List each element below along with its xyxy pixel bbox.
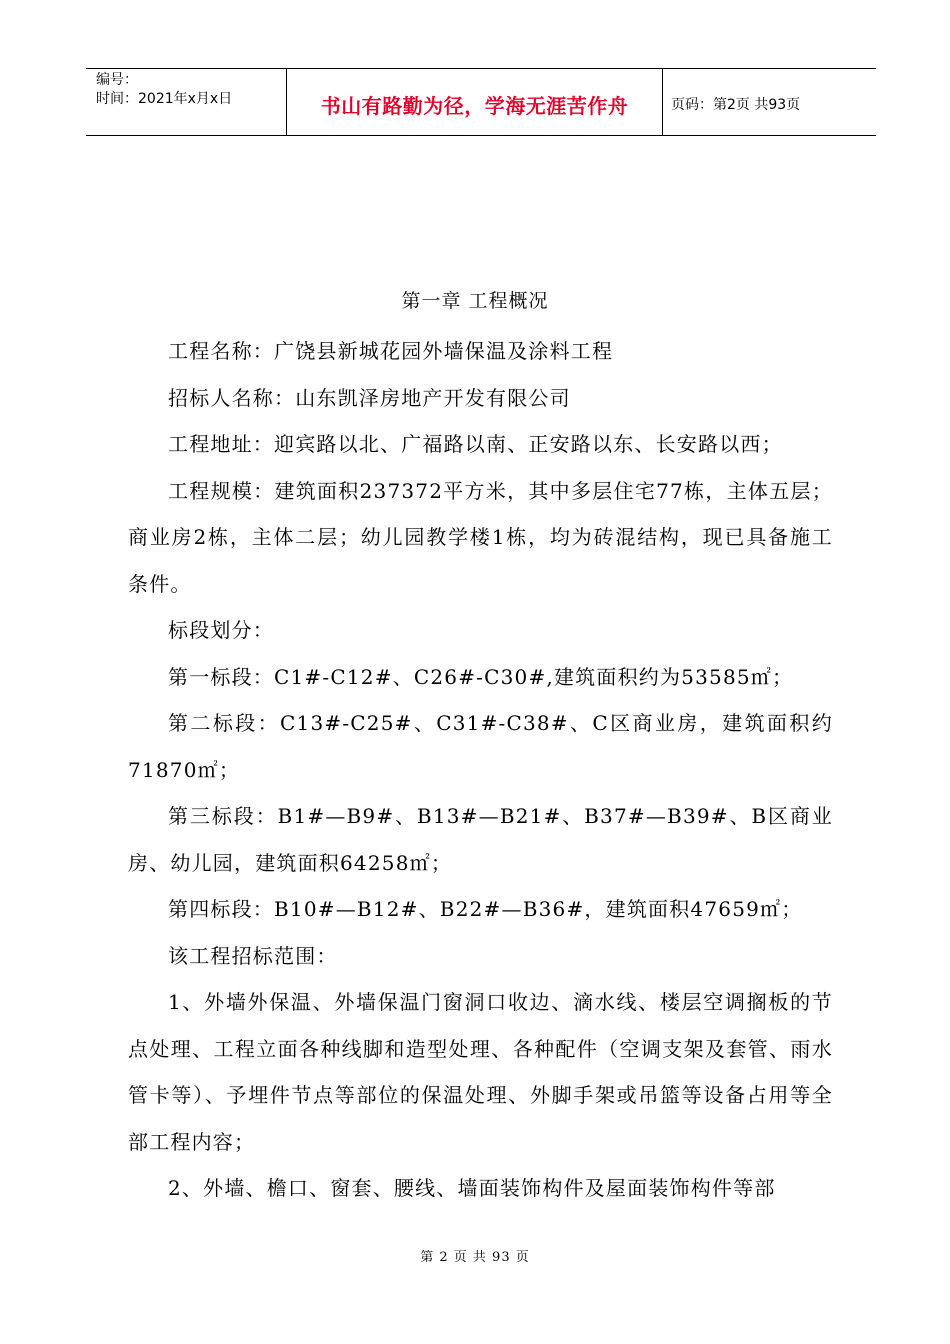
paragraph-address: 工程地址：迎宾路以北、广福路以南、正安路以东、长安路以西； — [168, 432, 783, 456]
paragraph-scale: 工程规模：建筑面积237372平方米，其中多层住宅77栋，主体五层；商业房2栋，主体二层；幼儿园教学楼1栋，均为砖混结构，现已具备施工条件。 — [128, 478, 833, 596]
page-header — [86, 68, 876, 136]
header-page-label: 页码：第2页 共93页 — [671, 97, 801, 113]
paragraph-project-name: 工程名称：广饶县新城花园外墙保温及涂料工程 — [168, 339, 614, 363]
header-meta — [86, 69, 287, 135]
chapter-title: 第一章 工程概况 — [401, 290, 549, 312]
time-label: 时间：2021年x月x日 — [96, 91, 233, 107]
paragraph-scope-heading: 该工程招标范围： — [168, 943, 338, 968]
paragraph-section-1: 第一标段：C1#-C12#、C26#-C30#,建筑面积约为53585㎡； — [168, 664, 794, 689]
paragraph-tenderer: 招标人名称：山东凯泽房地产开发有限公司 — [168, 385, 571, 410]
paragraph-section-3: 第三标段：B1#—B9#、B13#—B21#、B37#—B39#、B区商业房、幼儿园，建筑面积64258㎡； — [128, 804, 833, 875]
header-motto: 书山有路勤为径，学海无涯苦作舟 — [287, 69, 663, 135]
paragraph-scope-item-1: 1、外墙外保温、外墙保温门窗洞口收边、滴水线、楼层空调搁板的节点处理、工程立面各种线脚和造型处理、各种配件（空调支架及套管、雨水管卡等）、予埋件节点等部位的保温处理、外脚手架或吊篮等设备占用等全部工程内容； — [128, 990, 833, 1154]
paragraph-scope-item-2: 2、外墙、檐口、窗套、腰线、墙面装饰构件及屋面装饰构件等部 — [168, 1176, 776, 1200]
paragraph-section-2: 第二标段：C13#-C25#、C31#-C38#、C区商业房，建筑面积约71870㎡； — [128, 711, 833, 782]
page-footer: 第 2 页 共 93 页 — [420, 1250, 530, 1265]
serial-label: 编号： — [96, 72, 138, 88]
paragraph-sections-heading: 标段划分： — [168, 618, 274, 642]
document-body — [128, 328, 833, 1212]
paragraph-section-4: 第四标段：B10#—B12#、B22#—B36#，建筑面积47659㎡； — [168, 897, 803, 921]
